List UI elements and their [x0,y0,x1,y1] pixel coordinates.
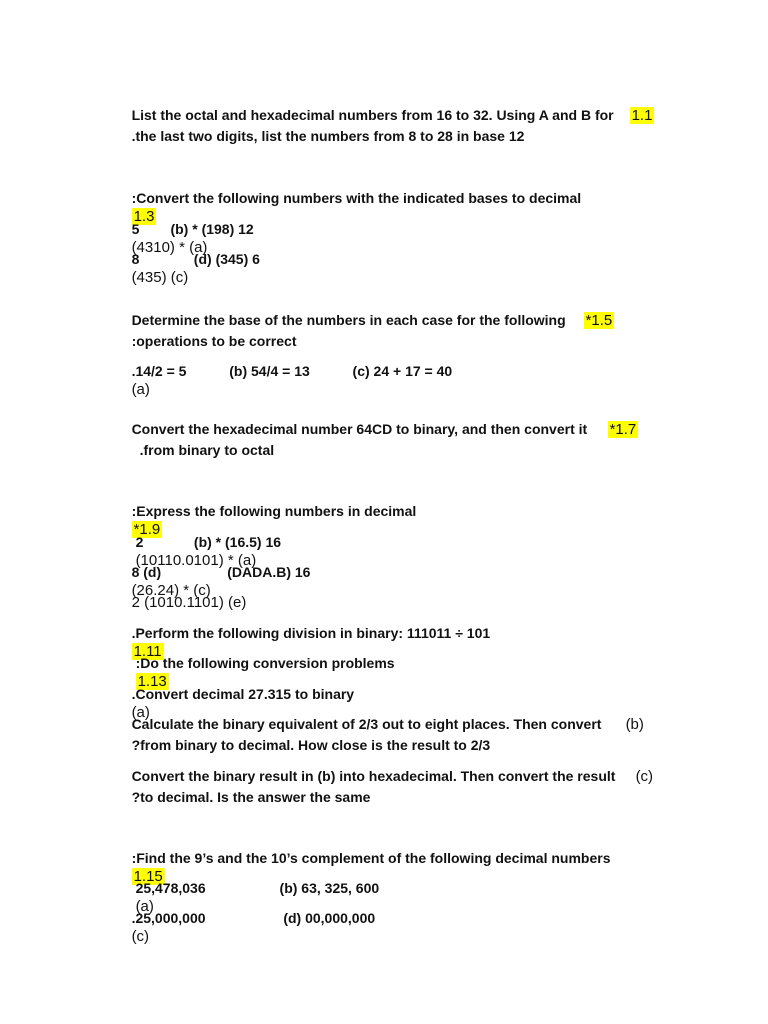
problem-1-13-part-a-text: .Convert decimal 27.315 to binary [131,686,355,702]
problem-1-1-number-wrap [614,88,654,143]
problem-1-15-row-2-bold: .25,000,000 (d) 00,000,000 [131,910,376,926]
problem-1-1-number: 1.1 [631,107,653,124]
problem-1-9-row-3-reg: 2 (1010.1101) (e) [131,594,247,611]
problem-1-13-part-b-label-wrap [610,697,644,752]
problem-1-5-text: Determine the base of the numbers in each case for the following [131,312,566,328]
problem-1-3-number: 1.3 [133,208,155,225]
problem-1-3-row-1-bold: 5 (b) * (198) 12 [131,221,254,237]
problem-1-1-text-2: .the last two digits, list the numbers from 8 to 28 in base 12 [131,128,525,144]
problem-1-3-row-2-reg: (435) (c) [131,269,189,286]
problem-1-15-text: :Find the 9’s and the 10’s complement of the following decimal numbers [131,850,611,866]
problem-1-5-text-2: :operations to be correct [131,333,297,349]
problem-1-3-row-2-bold: 8 (d) (345) 6 [131,251,260,267]
problem-1-13-part-c-label-wrap [620,749,653,804]
problem-1-5-number-wrap [568,293,614,348]
problem-1-1-text: List the octal and hexadecimal numbers from 16 to 32. Using A and B for [131,107,614,123]
problem-1-15-row-1-bold: 25,478,036 (b) 63, 325, 600 [135,880,380,896]
problem-1-13-part-b-text-2: ?from binary to decimal. How close is the result to 2/3 [131,737,491,753]
problem-1-9-text: :Express the following numbers in decimal [131,503,417,519]
problem-1-11-number: 1.11 [133,643,162,660]
problem-1-7-text-2: .from binary to octal [139,442,275,458]
problem-1-13-part-c-text-2: ?to decimal. Is the answer the same [131,789,371,805]
problem-1-5-row-1-bold: .14/2 = 5 (b) 54/4 = 13 (c) 24 + 17 = 40 [131,363,453,379]
problem-1-3-text: :Convert the following numbers with the indicated bases to decimal [131,190,582,206]
problem-1-15-row-2-reg: (c) [131,928,150,945]
problem-1-15-number: 1.15 [133,868,163,885]
problem-1-7-number: *1.7 [609,421,637,438]
problem-1-5-row-1-reg: (a) [131,381,150,398]
problem-1-7-text: Convert the hexadecimal number 64CD to binary, and then convert it [131,421,588,437]
problem-1-11-text: .Perform the following division in binary: 111011 ÷ 101 [131,625,491,641]
problem-1-9-row-1-reg: (10110.0101) * (a) [135,552,257,569]
problem-1-9-row-1-bold: 2 (b) * (16.5) 16 [135,534,282,550]
problem-1-13-part-c-label: (c) [635,768,654,785]
problem-1-13-part-b-text: Calculate the binary equivalent of 2/3 out to eight places. Then convert [131,716,602,732]
problem-1-13-part-c-line-2 [116,770,370,824]
problem-1-9-row-2-reg: (26.24) * (c) [131,582,211,599]
problem-1-7-number-wrap [592,402,638,457]
problem-1-7-line-2 [124,423,274,477]
problem-1-13-text: :Do the following conversion problems [135,655,395,671]
problem-1-13-part-c-text: Convert the binary result in (b) into hexadecimal. Then convert the result [131,768,616,784]
problem-1-3-row-1-reg: (4310) * (a) [131,239,208,256]
problem-1-13-part-a-label: (a) [131,704,150,721]
problem-1-15-row-2 [116,891,375,964]
problem-1-9-number: *1.9 [133,521,161,538]
problem-1-5-number: *1.5 [585,312,613,329]
problem-1-1-line-2 [116,109,524,163]
problem-1-13-part-b-label: (b) [625,716,644,733]
problem-1-15-row-1-reg: (a) [135,898,154,915]
problem-1-13-number: 1.13 [137,673,167,690]
problem-1-9-row-2-bold: 8 (d) (DADA.B) 16 [131,564,311,580]
